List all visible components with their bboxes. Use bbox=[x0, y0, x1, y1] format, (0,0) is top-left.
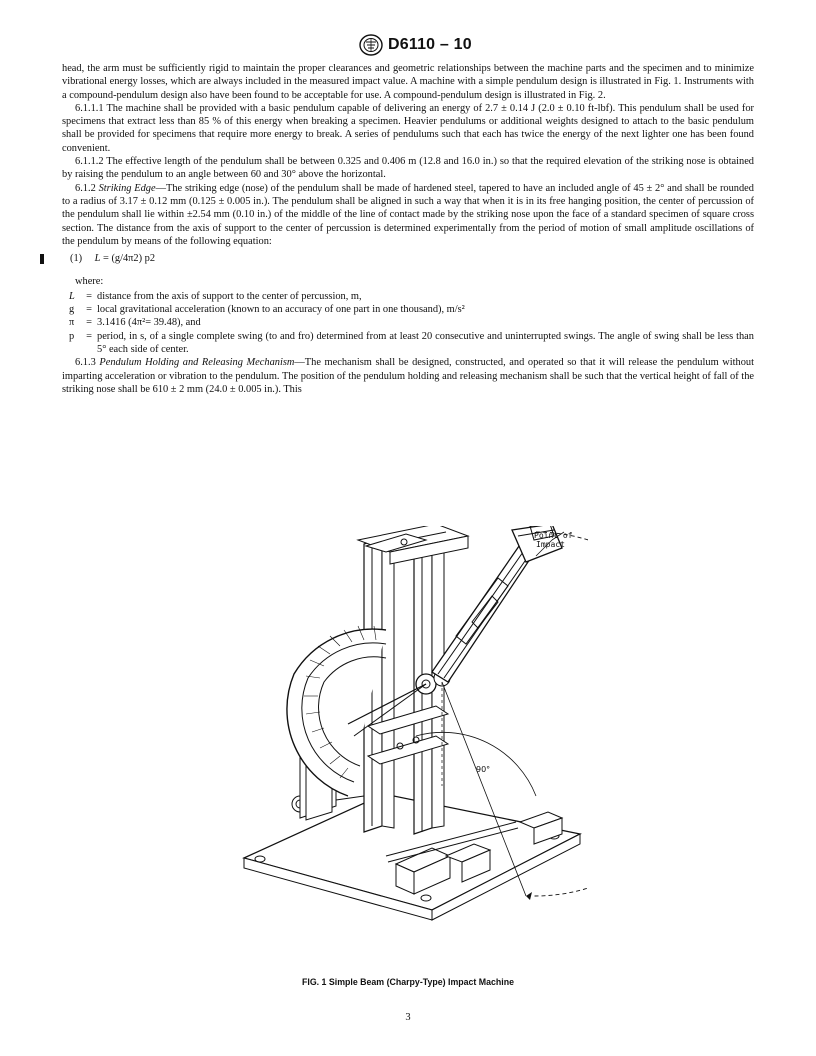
equation-number: (1) bbox=[70, 253, 83, 265]
where-label: where: bbox=[75, 276, 104, 288]
paragraph-continuation: head, the arm must be sufficiently rigid to maintain the proper clearances and geometric relationships between the machine parts and the specimen and to minimize vibrational energy losses, which are always included in the measured impact value. A machine with a simple pendulum design is illustrated in Fig. 1. Instruments with a compound-pendulum design also have been found to be acceptable for use. A compound-pendulum design is illustrated in Fig. 2. bbox=[62, 63, 754, 101]
section-title: Striking Edge bbox=[98, 182, 156, 194]
definition-symbol: L bbox=[69, 290, 75, 302]
equation-rhs: = (g/4π2) p2 bbox=[100, 253, 156, 265]
change-bar bbox=[40, 254, 44, 264]
section-body: —The mechanism shall be designed, constructed, and operated so that it will release the pendulum without imparting acceleration or vibration to the pendulum. The position of the pendulum holding and releasing mechanism shall be such that the vertical height of fall of the striking nose shall be 610 ± 2 mm (24.0 ± 0.005 in.). This bbox=[62, 357, 754, 395]
definition-item: π = 3.1416 (4π²= 39.48), and bbox=[62, 316, 754, 329]
paragraph-6-1-1-1: 6.1.1.1 The machine shall be provided with a basic pendulum capable of delivering an energy of 2.7 ± 0.14 J (2.0 ± 0.10 ft-lbf). This pendulum shall be used for specimens that extract less than 85 % of this energy when breaking a specimen. Heavier pendulums or additional weights designed to attach to the basic pendulum shall be provided for specimens that require more energy to break. A series of pendulums such that each has twice the energy of the next lighter one has been found convenient. bbox=[62, 102, 754, 154]
definition-text: period, in s, of a single complete swing (to and fro) determined from at least 20 consecutive and uninterrupted swings. The angle of swing shall be less than 5° each side of center. bbox=[97, 330, 754, 355]
definitions-list bbox=[62, 290, 754, 356]
section-title: Pendulum Holding and Releasing Mechanism bbox=[99, 357, 295, 369]
astm-logo-icon bbox=[359, 34, 383, 56]
definition-item: p = period, in s, of a single complete swing (to and fro) determined from at least 20 consecutive and uninterrupted swings. The angle of swing shall be less than 5° each side of center. bbox=[69, 330, 754, 355]
label-impact: Impact bbox=[536, 540, 565, 549]
definition-item: g = local gravitational acceleration (known to an accuracy of one part in one thousand), m/s² bbox=[62, 303, 754, 316]
label-angle: 90° bbox=[476, 765, 491, 774]
paragraph-6-1-2 bbox=[62, 182, 754, 248]
definition-text: local gravitational acceleration (known to an accuracy of one part in one thousand), m/s² bbox=[97, 304, 465, 316]
page-number: 3 bbox=[405, 1012, 411, 1023]
equation-lhs: L bbox=[94, 253, 101, 265]
paragraph-6-1-1-2: 6.1.1.2 The effective length of the pendulum shall be between 0.325 and 0.406 m (12.8 and 16.0 in.) so that the required elevation of the striking nose is obtained by raising the pendulum to an angle between 60 and 30° above the horizontal. bbox=[62, 156, 754, 181]
definition-symbol: p bbox=[69, 330, 75, 342]
figure-caption: FIG. 1 Simple Beam (Charpy-Type) Impact Machine bbox=[302, 977, 514, 987]
paragraph-6-1-3 bbox=[62, 356, 754, 396]
body-text bbox=[62, 62, 754, 396]
section-number: 6.1.3 bbox=[75, 357, 100, 369]
section-number: 6.1.2 bbox=[75, 182, 99, 194]
document-code: D6110 – 10 bbox=[388, 36, 472, 53]
definition-symbol: π bbox=[69, 317, 75, 329]
definition-text: distance from the axis of support to the center of percussion, m, bbox=[97, 290, 362, 302]
definition-item: L = distance from the axis of support to the center of percussion, m, bbox=[62, 290, 754, 303]
section-body: —The striking edge (nose) of the pendulum shall be made of hardened steel, tapered to have an included angle of 45 ± 2° and shall be rounded to a radius of 3.17 ± 0.12 mm (0.125 ± 0.005 in.). The pendulum shall be aligned in such a way that when it is in its free hanging position, the center of percussion of the pendulum shall lie within ±2.54 mm (0.10 in.) of the middle of the line of contact made by the striking nose upon the face of a standard specimen of square cross section. The distance from the axis of support to the center of percussion is determined experimentally from the period of motion of small amplitude oscillations of the pendulum by means of the following equation: bbox=[62, 182, 754, 247]
definition-symbol: g bbox=[69, 304, 75, 316]
label-point-of: Point of bbox=[534, 531, 573, 540]
definition-text: 3.1416 (4π²= 39.48), and bbox=[97, 317, 201, 329]
impact-machine-figure bbox=[236, 526, 588, 954]
equation bbox=[62, 252, 754, 265]
